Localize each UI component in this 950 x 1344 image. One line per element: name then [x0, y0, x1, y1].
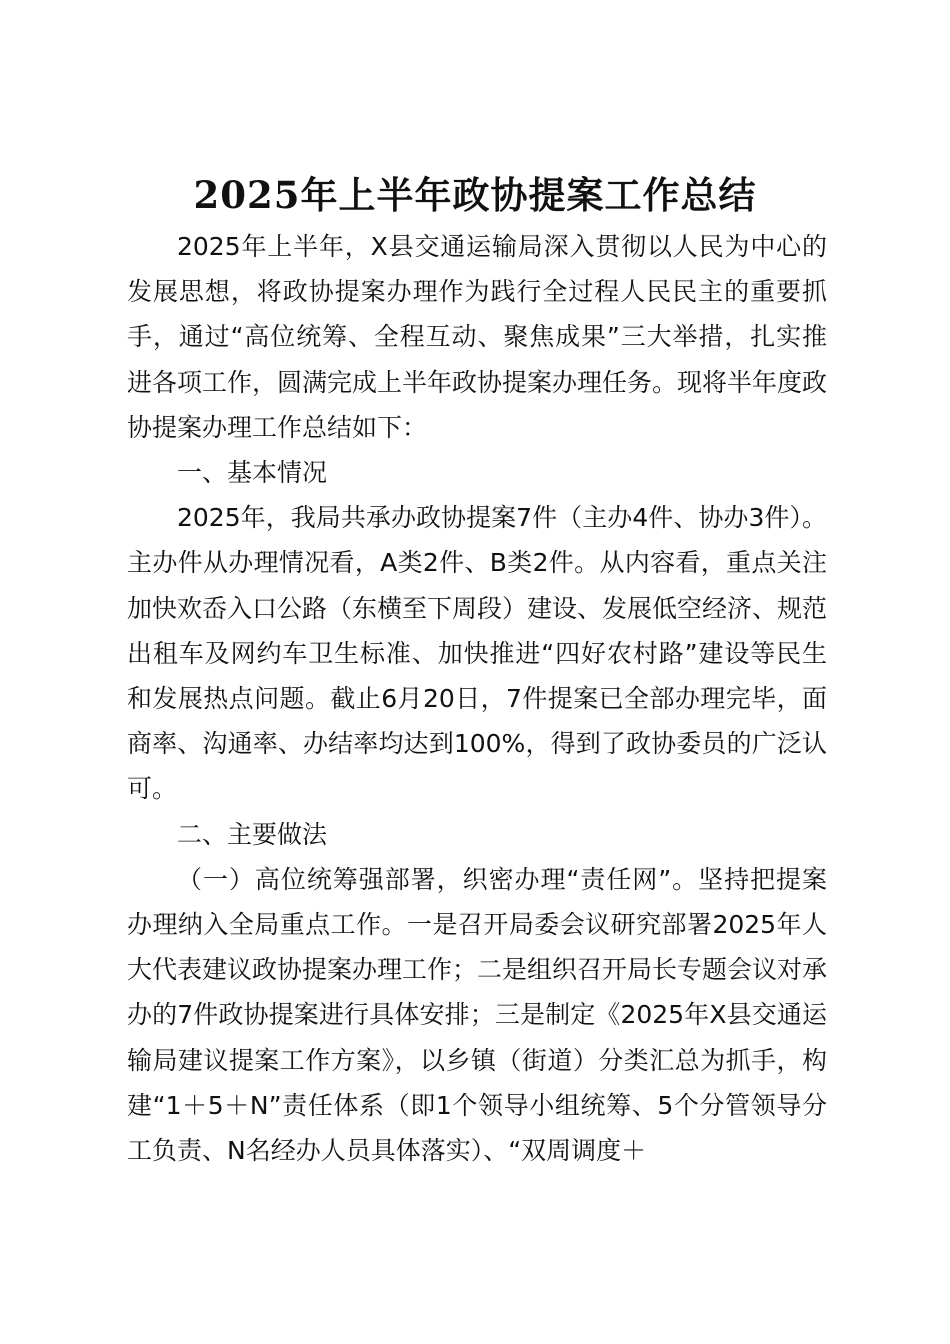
basic-situation-paragraph: 2025年，我局共承办政协提案7件（主办4件、协办3件）。主办件从办理情况看，A类2件、B类2件。从内容看，重点关注加快欢岙入口公路（东横至下周段）建设、发展低空经济、规范出租车及网约车卫生标准、加快推进“四好农村路”建设等民生和发展热点问题。截止6月20日，7件提案已全部办理完毕，面商率、沟通率、办结率均达到100%，得到了政协委员的广泛认可。	[127, 503, 828, 804]
section-heading-main-practices: 二、主要做法	[177, 819, 328, 849]
document-title: 2025年上半年政协提案工作总结	[193, 173, 757, 217]
intro-paragraph: 2025年上半年，X县交通运输局深入贯彻以人民为中心的发展思想，将政协提案办理作为践行全过程人民民主的重要抓手，通过“高位统筹、全程互动、聚焦成果”三大举措，扎实推进各项工作，圆满完成上半年政协提案办理任务。现将半年度政协提案办理工作总结如下：	[127, 232, 828, 442]
document-body	[127, 224, 827, 1173]
main-practices-paragraph-1: （一）高位统筹强部署，织密办理“责任网”。坚持把提案办理纳入全局重点工作。一是召开局委会议研究部署2025年人大代表建议政协提案办理工作；二是组织召开局长专题会议对承办的7件政协提案进行具体安排；三是制定《2025年X县交通运输局建议提案工作方案》，以乡镇（街道）分类汇总为抓手，构建“1＋5＋N”责任体系（即1个领导小组统筹、5个分管领导分工负责、N名经办人员具体落实）、“双周调度＋	[127, 864, 828, 1166]
section-heading-basic-situation: 一、基本情况	[177, 458, 328, 488]
